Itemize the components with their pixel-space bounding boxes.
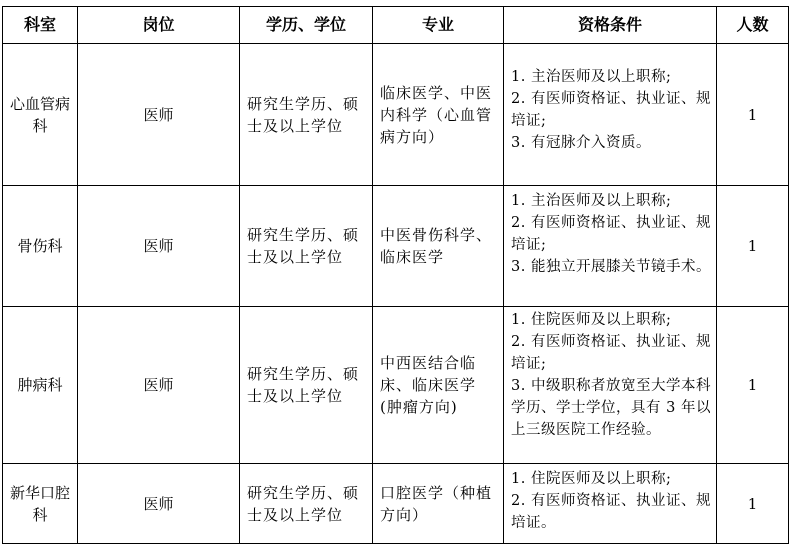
header-dept: 科室 — [3, 7, 78, 44]
education-cell: 研究生学历、硕士及以上学位 — [240, 464, 373, 544]
education-cell: 研究生学历、硕士及以上学位 — [240, 186, 373, 307]
header-conditions: 资格条件 — [504, 7, 717, 44]
dept-cell: 肿病科 — [3, 307, 78, 464]
conditions-cell — [504, 186, 717, 307]
count-cell: 1 — [717, 307, 789, 464]
table-row — [3, 44, 789, 186]
dept-cell: 新华口腔科 — [3, 464, 78, 544]
condition-line: 2. 有医师资格证、执业证、规培证; — [511, 91, 711, 129]
condition-line: 1. 主治医师及以上职称; — [511, 193, 672, 209]
dept-cell: 心血管病科 — [3, 44, 78, 186]
header-row — [3, 7, 789, 44]
position-cell: 医师 — [78, 464, 240, 544]
position-cell: 医师 — [78, 44, 240, 186]
position-cell: 医师 — [78, 307, 240, 464]
dept-cell: 骨伤科 — [3, 186, 78, 307]
recruitment-table — [2, 6, 789, 544]
condition-line: 3. 有冠脉介入资质。 — [511, 135, 651, 151]
major-cell: 临床医学、中医内科学（心血管病方向） — [373, 44, 504, 186]
table-row — [3, 464, 789, 544]
education-cell: 研究生学历、硕士及以上学位 — [240, 307, 373, 464]
header-education: 学历、学位 — [240, 7, 373, 44]
conditions-cell — [504, 44, 717, 186]
condition-line: 1. 住院医师及以上职称; — [511, 471, 672, 487]
condition-line: 3. 中级职称者放宽至大学本科学历、学士学位，具有 3 年以上三级医院工作经验。 — [511, 378, 711, 438]
position-cell: 医师 — [78, 186, 240, 307]
condition-line: 2. 有医师资格证、执业证、规培证。 — [511, 493, 711, 531]
conditions-cell — [504, 464, 717, 544]
conditions-cell — [504, 307, 717, 464]
condition-line: 3. 能独立开展膝关节镜手术。 — [511, 259, 711, 275]
count-cell: 1 — [717, 464, 789, 544]
education-cell: 研究生学历、硕士及以上学位 — [240, 44, 373, 186]
major-cell: 口腔医学（种植方向） — [373, 464, 504, 544]
condition-line: 2. 有医师资格证、执业证、规培证; — [511, 215, 711, 253]
table-row — [3, 186, 789, 307]
header-major: 专业 — [373, 7, 504, 44]
count-cell: 1 — [717, 44, 789, 186]
table-row — [3, 307, 789, 464]
header-count: 人数 — [717, 7, 789, 44]
condition-line: 1. 主治医师及以上职称; — [511, 69, 672, 85]
count-cell: 1 — [717, 186, 789, 307]
major-cell: 中医骨伤科学、临床医学 — [373, 186, 504, 307]
condition-line: 1. 住院医师及以上职称; — [511, 312, 672, 328]
condition-line: 2. 有医师资格证、执业证、规培证; — [511, 334, 711, 372]
major-cell: 中西医结合临床、临床医学(肿瘤方向) — [373, 307, 504, 464]
header-position: 岗位 — [78, 7, 240, 44]
